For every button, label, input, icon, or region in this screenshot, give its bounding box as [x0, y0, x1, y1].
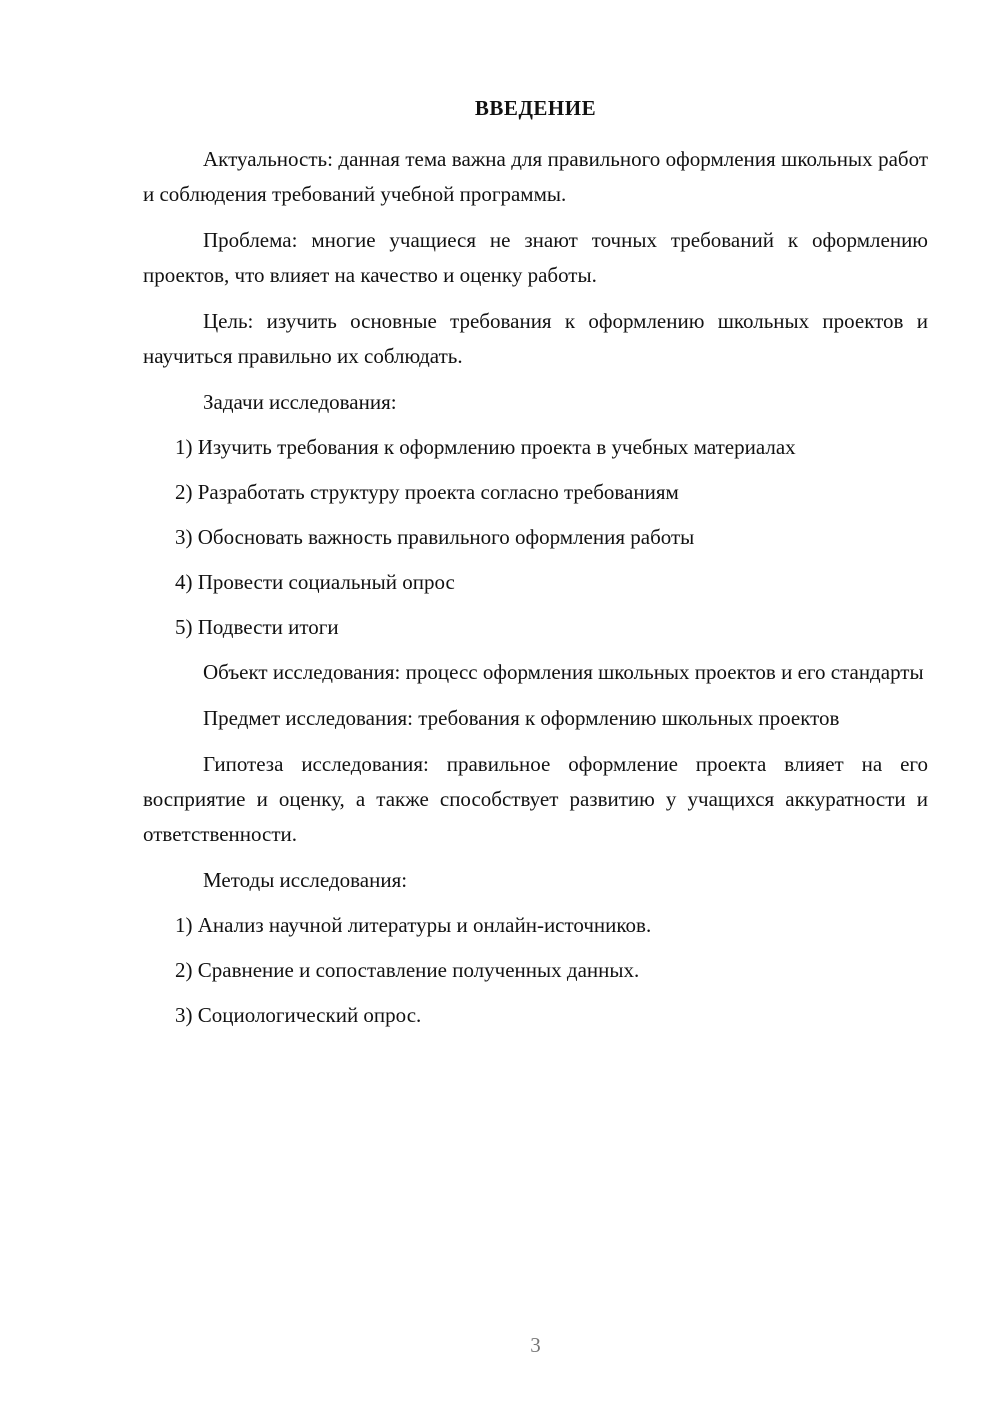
list-item: 1) Изучить требования к оформлению проекта в учебных материалах	[175, 435, 796, 459]
methods-list	[143, 908, 928, 1033]
paragraph-goal: Цель: изучить основные требования к оформлению школьных проектов и научиться правильно их соблюдать.	[143, 309, 928, 368]
list-item: 3) Социологический опрос.	[175, 1003, 422, 1027]
list-item: 1) Анализ научной литературы и онлайн-источников.	[175, 913, 652, 937]
document-page	[143, 0, 928, 1414]
paragraph-subject: Предмет исследования: требования к оформлению школьных проектов	[203, 706, 840, 730]
list-item: 2) Сравнение и сопоставление полученных данных.	[175, 958, 640, 982]
document-body	[143, 142, 928, 1043]
page-title: ВВЕДЕНИЕ	[474, 96, 597, 120]
methods-label: Методы исследования:	[203, 868, 408, 892]
paragraph-object: Объект исследования: процесс оформления школьных проектов и его стандарты	[203, 660, 924, 684]
list-item: 4) Провести социальный опрос	[175, 570, 455, 594]
list-item: 5) Подвести итоги	[175, 615, 339, 639]
paragraph-problem: Проблема: многие учащиеся не знают точных требований к оформлению проектов, что влияет на качество и оценку работы.	[143, 228, 928, 287]
tasks-list	[143, 430, 928, 645]
list-item: 3) Обосновать важность правильного оформления работы	[175, 525, 695, 549]
page-number: 3	[530, 1333, 541, 1357]
tasks-label: Задачи исследования:	[203, 390, 397, 414]
paragraph-hypothesis: Гипотеза исследования: правильное оформление проекта влияет на его восприятие и оценку, а также способствует развитию у учащихся аккуратности и ответственности.	[143, 752, 928, 846]
paragraph-relevance: Актуальность: данная тема важна для правильного оформления школьных работ и соблюдения требований учебной программы.	[143, 147, 928, 206]
list-item: 2) Разработать структуру проекта согласно требованиям	[175, 480, 679, 504]
